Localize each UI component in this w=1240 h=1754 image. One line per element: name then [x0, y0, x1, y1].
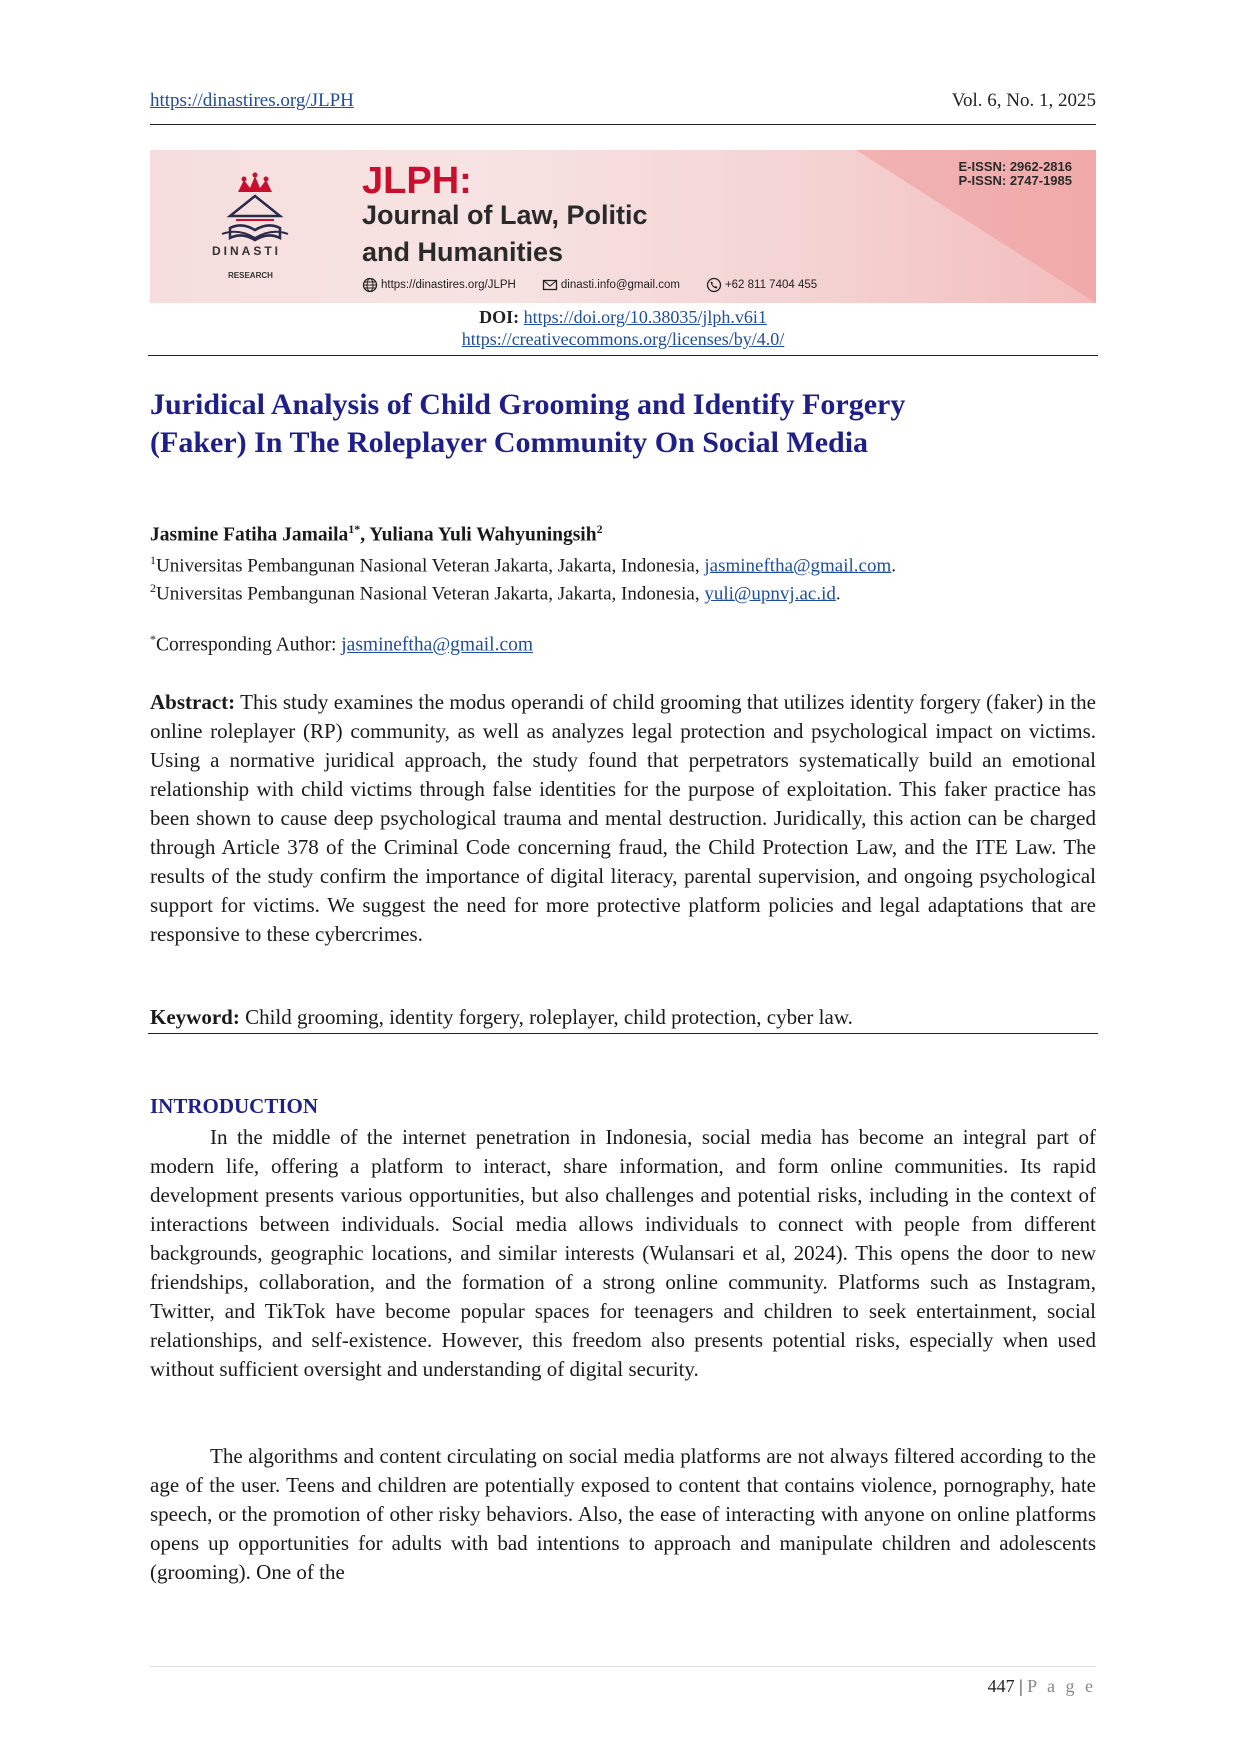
corresponding-sup: * — [150, 632, 156, 646]
volume-info: Vol. 6, No. 1, 2025 — [951, 90, 1096, 111]
affiliation-1-end: . — [891, 555, 896, 577]
affiliation-1 — [150, 549, 896, 577]
section-heading-introduction: INTRODUCTION — [150, 1094, 319, 1118]
eissn: E-ISSN: 2962-2816 — [958, 159, 1072, 174]
running-header — [150, 90, 1096, 125]
brand-name: DINASTI — [212, 244, 281, 258]
journal-banner — [150, 150, 1096, 303]
banner-contacts — [362, 277, 843, 293]
globe-icon — [362, 277, 378, 293]
footer-divider — [150, 1666, 1096, 1667]
contact-phone-text: +62 811 7404 455 — [724, 279, 818, 291]
brand-subtitle: RESEARCH — [228, 271, 273, 280]
mail-icon — [542, 277, 558, 293]
abstract-text: This study examines the modus operandi of child grooming that utilizes identity forgery (faker) in the online roleplayer (RP) community, as well as analyzes legal protection and psychological impact on victims. Using a normative juridical approach, the study found that perpetrators systematically build an emotional relationship with child victims through false identities for the purpose of exploitation. This faker practice has been shown to cause deep psychological trauma and mental destruction. Juridically, this action can be charged through Article 378 of the Criminal Code concerning fraud, the Child Protection Law, and the ITE Law. The results of the study confirm the importance of digital literacy, parental supervision, and ongoing psychological support for victims. We suggest the need for more protective platform policies and legal adaptations that are responsive to these cybercrimes. — [150, 690, 1096, 946]
keywords — [150, 1005, 1096, 1030]
paper-title-line2: (Faker) In The Roleplayer Community On Social Media — [150, 426, 869, 459]
author-2: Yuliana Yuli Wahyuningsih — [369, 524, 597, 546]
journal-url-link[interactable]: https://dinastires.org/JLPH — [150, 90, 354, 111]
author-separator: , — [360, 524, 370, 546]
affiliation-2 — [150, 577, 841, 605]
phone-icon — [706, 277, 722, 293]
affiliation-1-sup: 1 — [150, 553, 156, 567]
affiliation-2-end: . — [835, 583, 841, 605]
affiliation-1-email[interactable]: jasmineftha@gmail.com — [704, 555, 892, 577]
doi-link[interactable]: https://doi.org/10.38035/jlph.v6i1 — [523, 307, 767, 327]
affiliation-2-sup: 2 — [150, 581, 156, 595]
contact-web-text: https://dinastires.org/JLPH — [381, 279, 516, 291]
corresponding-label: Corresponding Author: — [156, 634, 342, 656]
contact-phone — [706, 277, 817, 293]
author-1: Jasmine Fatiha Jamaila — [150, 524, 349, 546]
contact-email-text: dinasti.info@gmail.com — [560, 279, 680, 291]
journal-name-line1: Journal of Law, Politic — [362, 200, 648, 230]
keyword-text: Child grooming, identity forgery, roleplayer, child protection, cyber law. — [239, 1005, 853, 1029]
corresponding-author — [150, 632, 533, 657]
corresponding-email[interactable]: jasmineftha@gmail.com — [341, 634, 534, 656]
abstract-divider — [148, 1033, 1098, 1034]
affiliation-2-text: Universitas Pembangunan Nasional Veteran Jakarta, Jakarta, Indonesia, — [156, 583, 705, 605]
intro-paragraph-1: In the middle of the internet penetration in Indonesia, social media has become an integral part of modern life, offering a platform to interact, share information, and form online communities. Its rapid development presents various opportunities, but also challenges and potential risks, including in the context of interactions between individuals. Social media allows individuals to connect with people from different backgrounds, geographic locations, and similar interests (Wulansari et al, 2024). This opens the door to new friendships, collaboration, and the formation of a strong online community. Platforms such as Instagram, Twitter, and TikTok have become popular spaces for teenagers and children to seek entertainment, social relationships, and self-existence. However, this freedom also presents potential risks, especially when used without sufficient oversight and understanding of digital security. — [150, 1125, 1096, 1381]
author-2-sup: 2 — [596, 522, 603, 536]
page-number: 447 — [987, 1676, 1015, 1696]
contact-web — [362, 277, 516, 293]
journal-name-line2: and Humanities — [362, 237, 564, 267]
license-link[interactable]: https://creativecommons.org/licenses/by/4.0/ — [461, 329, 785, 349]
author-list — [150, 522, 603, 547]
author-1-sup: 1* — [348, 522, 361, 536]
page-footer — [988, 1676, 1096, 1697]
intro-paragraph-2: The algorithms and content circulating on social media platforms are not always filtered according to the age of the user. Teens and children are potentially exposed to content that contains violence, pornography, hate speech, or the promotion of other risky behaviors. Also, the ease of interacting with anyone on online platforms opens up opportunities for adults with bad intentions to approach and manipulate children and adolescents (grooming). One of the — [150, 1444, 1096, 1584]
page-label: P a g e — [1027, 1676, 1096, 1696]
affiliation-1-text: Universitas Pembangunan Nasional Veteran Jakarta, Jakarta, Indonesia, — [156, 555, 705, 577]
page-separator: | — [1014, 1676, 1028, 1696]
abstract-label: Abstract: — [150, 690, 236, 714]
pissn: P-ISSN: 2747-1985 — [958, 173, 1072, 188]
abstract — [150, 688, 1096, 949]
header-divider — [148, 355, 1098, 356]
journal-abbrev: JLPH: — [362, 160, 472, 202]
keyword-label: Keyword: — [150, 1005, 240, 1029]
affiliation-2-email[interactable]: yuli@upnvj.ac.id — [704, 583, 836, 605]
paper-title-line1: Juridical Analysis of Child Grooming and Identify Forgery — [150, 388, 906, 421]
doi-label: DOI: — [479, 307, 520, 327]
issn-block — [959, 160, 1072, 188]
dinasti-logo-icon — [200, 172, 310, 282]
paper-title — [150, 386, 1096, 462]
doi-block — [150, 306, 1096, 350]
contact-email — [542, 277, 680, 293]
